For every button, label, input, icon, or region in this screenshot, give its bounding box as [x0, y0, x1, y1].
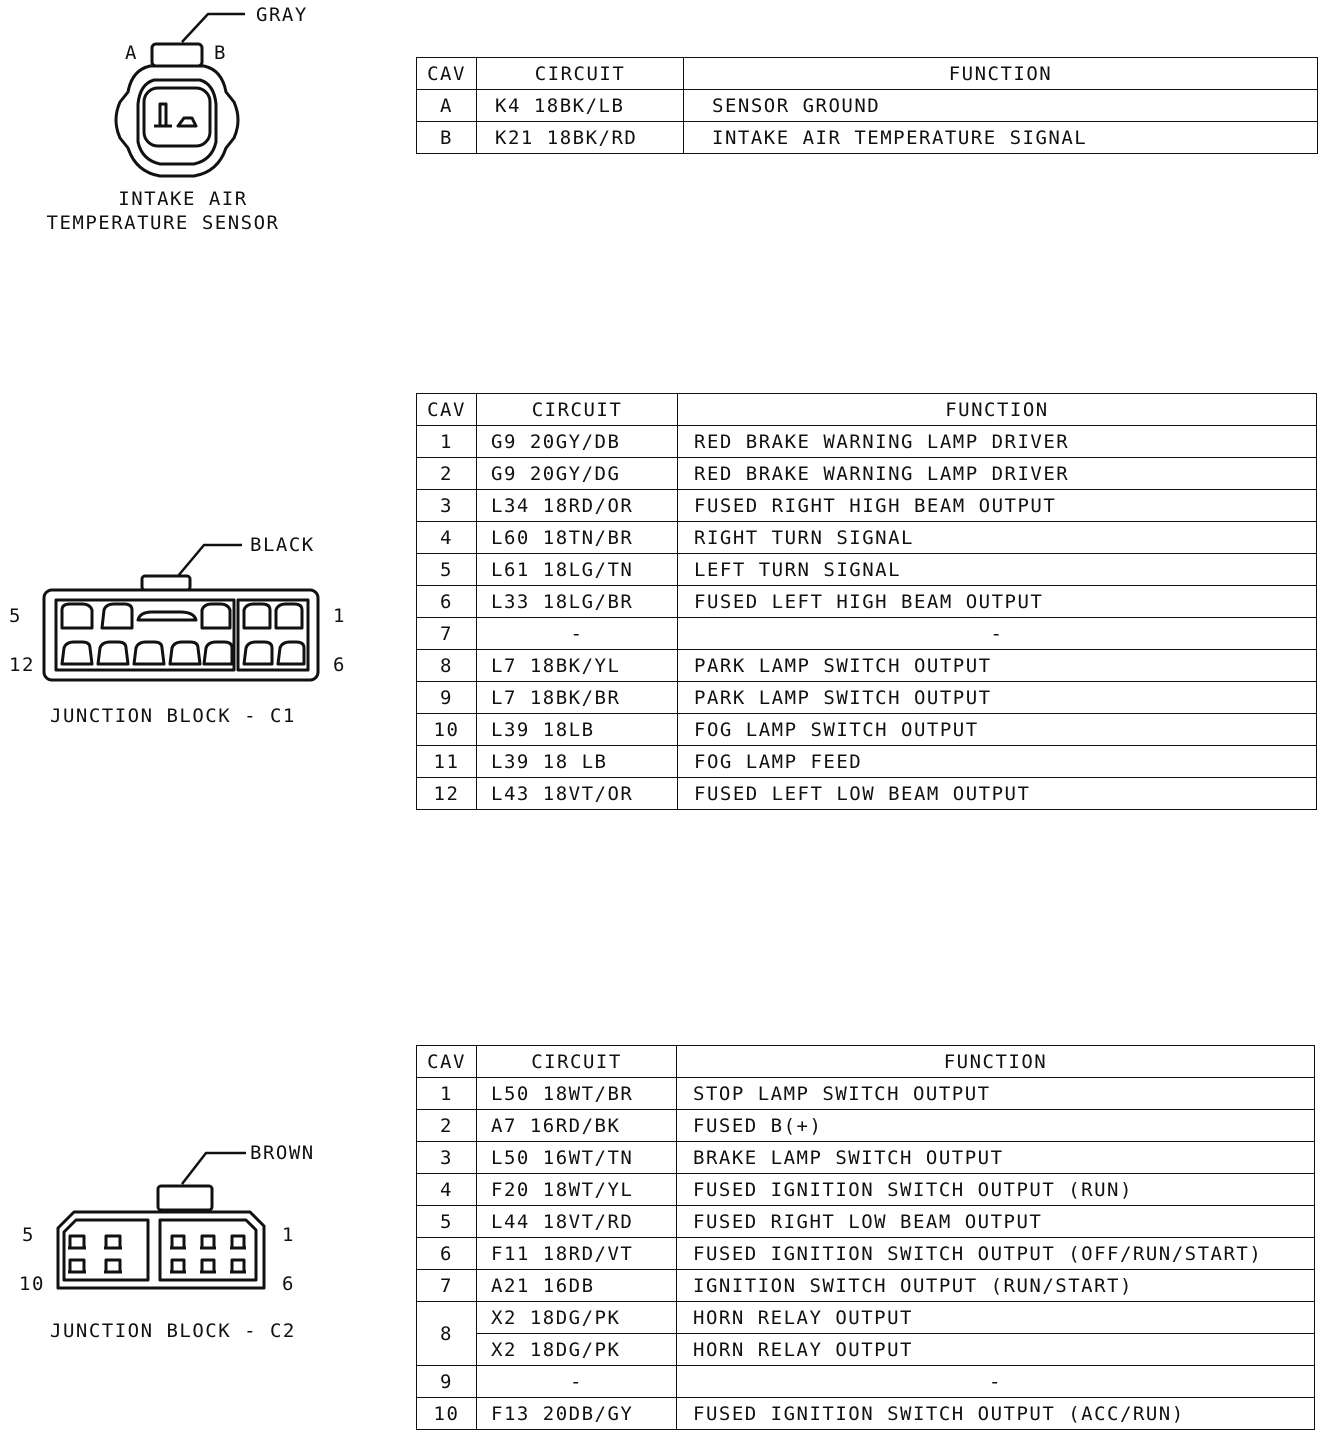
cav-cell: 8 [417, 650, 477, 682]
c1-connector-drawing [40, 536, 330, 686]
cav-cell: 9 [417, 1366, 477, 1398]
table-row [417, 682, 1317, 714]
c2-pin-label-bottom-right: 6 [282, 1273, 295, 1295]
function-cell: SENSOR GROUND [684, 90, 1318, 122]
cav-cell: 7 [417, 618, 477, 650]
circuit-cell: L43 18VT/OR [477, 778, 678, 810]
table-row [417, 458, 1317, 490]
function-cell: FUSED B(+) [677, 1110, 1315, 1142]
circuit-cell: L50 16WT/TN [477, 1142, 677, 1174]
c1-color-label: BLACK [250, 534, 315, 556]
table-row [417, 586, 1317, 618]
circuit-cell: A21 16DB [477, 1270, 677, 1302]
table-row [417, 122, 1318, 154]
cav-cell: 11 [417, 746, 477, 778]
table-row [417, 490, 1317, 522]
table-row [417, 426, 1317, 458]
function-header: FUNCTION [678, 394, 1317, 426]
circuit-cell: L60 18TN/BR [477, 522, 678, 554]
table-row [417, 522, 1317, 554]
function-header: FUNCTION [677, 1046, 1315, 1078]
circuit-cell: L39 18LB [477, 714, 678, 746]
circuit-cell: K21 18BK/RD [477, 122, 684, 154]
circuit-header: CIRCUIT [477, 1046, 677, 1078]
cav-header: CAV [417, 1046, 477, 1078]
cav-cell: 4 [417, 1174, 477, 1206]
circuit-cell: L7 18BK/YL [477, 650, 678, 682]
cav-cell: 4 [417, 522, 477, 554]
cav-cell: B [417, 122, 477, 154]
cav-cell: 7 [417, 1270, 477, 1302]
c1-name-label: JUNCTION BLOCK - C1 [50, 705, 296, 727]
c2-color-label: BROWN [250, 1142, 315, 1164]
iat-pin-label-a: A [125, 42, 138, 64]
function-cell: FUSED LEFT LOW BEAM OUTPUT [678, 778, 1317, 810]
function-cell: INTAKE AIR TEMPERATURE SIGNAL [684, 122, 1318, 154]
circuit-cell: L50 18WT/BR [477, 1078, 677, 1110]
table-row [417, 1238, 1315, 1270]
cav-cell: 8 [417, 1302, 477, 1366]
table-row [417, 1398, 1315, 1430]
circuit-cell: X2 18DG/PK [477, 1302, 677, 1334]
table-row [417, 1142, 1315, 1174]
iat-connector-drawing [110, 0, 310, 190]
table-header-row [417, 394, 1317, 426]
table-row [417, 778, 1317, 810]
table-row [417, 618, 1317, 650]
circuit-cell: L44 18VT/RD [477, 1206, 677, 1238]
circuit-cell: F13 20DB/GY [477, 1398, 677, 1430]
function-cell: - [678, 618, 1317, 650]
function-cell: FUSED IGNITION SWITCH OUTPUT (RUN) [677, 1174, 1315, 1206]
table-row [417, 1302, 1315, 1334]
cav-cell: 5 [417, 554, 477, 586]
function-cell: LEFT TURN SIGNAL [678, 554, 1317, 586]
cav-cell: 9 [417, 682, 477, 714]
iat-name-line2: TEMPERATURE SENSOR [46, 212, 280, 234]
function-cell: HORN RELAY OUTPUT [677, 1302, 1315, 1334]
circuit-cell: L7 18BK/BR [477, 682, 678, 714]
table-row [417, 554, 1317, 586]
circuit-cell: - [477, 618, 678, 650]
cav-cell: 12 [417, 778, 477, 810]
function-cell: RED BRAKE WARNING LAMP DRIVER [678, 458, 1317, 490]
c2-pinout-table [416, 1045, 1315, 1430]
table-row [417, 746, 1317, 778]
function-header: FUNCTION [684, 58, 1318, 90]
cav-cell: A [417, 90, 477, 122]
table-header-row [417, 1046, 1315, 1078]
cav-header: CAV [417, 394, 477, 426]
function-cell: FUSED IGNITION SWITCH OUTPUT (ACC/RUN) [677, 1398, 1315, 1430]
cav-cell: 2 [417, 1110, 477, 1142]
c2-name-label: JUNCTION BLOCK - C2 [50, 1320, 296, 1342]
circuit-header: CIRCUIT [477, 394, 678, 426]
cav-cell: 1 [417, 426, 477, 458]
cav-cell: 6 [417, 586, 477, 618]
function-cell: - [677, 1366, 1315, 1398]
c1-pin-label-top-left: 5 [9, 605, 22, 627]
iat-color-label: GRAY [256, 4, 308, 26]
circuit-cell: L34 18RD/OR [477, 490, 678, 522]
circuit-cell: F11 18RD/VT [477, 1238, 677, 1270]
table-row [417, 714, 1317, 746]
table-header-row [417, 58, 1318, 90]
cav-header: CAV [417, 58, 477, 90]
circuit-cell: K4 18BK/LB [477, 90, 684, 122]
table-row [417, 1174, 1315, 1206]
function-cell: PARK LAMP SWITCH OUTPUT [678, 682, 1317, 714]
table-row [417, 1334, 1315, 1366]
table-row [417, 1078, 1315, 1110]
circuit-cell: - [477, 1366, 677, 1398]
circuit-cell: L61 18LG/TN [477, 554, 678, 586]
function-cell: FUSED RIGHT LOW BEAM OUTPUT [677, 1206, 1315, 1238]
c1-pin-label-bottom-right: 6 [333, 654, 346, 676]
c2-pin-label-top-left: 5 [22, 1224, 35, 1246]
function-cell: FUSED LEFT HIGH BEAM OUTPUT [678, 586, 1317, 618]
c1-pin-label-top-right: 1 [333, 605, 346, 627]
table-row [417, 650, 1317, 682]
cav-cell: 3 [417, 490, 477, 522]
iat-pinout-table [416, 57, 1318, 154]
function-cell: IGNITION SWITCH OUTPUT (RUN/START) [677, 1270, 1315, 1302]
function-cell: RED BRAKE WARNING LAMP DRIVER [678, 426, 1317, 458]
table-row [417, 1366, 1315, 1398]
function-cell: HORN RELAY OUTPUT [677, 1334, 1315, 1366]
cav-cell: 2 [417, 458, 477, 490]
c2-pin-label-bottom-left: 10 [19, 1273, 45, 1295]
function-cell: PARK LAMP SWITCH OUTPUT [678, 650, 1317, 682]
circuit-cell: F20 18WT/YL [477, 1174, 677, 1206]
function-cell: RIGHT TURN SIGNAL [678, 522, 1317, 554]
function-cell: BRAKE LAMP SWITCH OUTPUT [677, 1142, 1315, 1174]
function-cell: FOG LAMP SWITCH OUTPUT [678, 714, 1317, 746]
circuit-cell: G9 20GY/DG [477, 458, 678, 490]
table-row [417, 1270, 1315, 1302]
cav-cell: 5 [417, 1206, 477, 1238]
cav-cell: 6 [417, 1238, 477, 1270]
function-cell: FOG LAMP FEED [678, 746, 1317, 778]
c2-connector-drawing [50, 1140, 280, 1300]
c2-pin-label-top-right: 1 [282, 1224, 295, 1246]
circuit-cell: L39 18 LB [477, 746, 678, 778]
iat-pin-label-b: B [214, 42, 227, 64]
function-cell: STOP LAMP SWITCH OUTPUT [677, 1078, 1315, 1110]
circuit-cell: G9 20GY/DB [477, 426, 678, 458]
cav-cell: 3 [417, 1142, 477, 1174]
circuit-header: CIRCUIT [477, 58, 684, 90]
cav-cell: 1 [417, 1078, 477, 1110]
function-cell: FUSED RIGHT HIGH BEAM OUTPUT [678, 490, 1317, 522]
iat-name-line1: INTAKE AIR [118, 188, 248, 210]
cav-cell: 10 [417, 714, 477, 746]
c1-pin-label-bottom-left: 12 [9, 654, 35, 676]
table-row [417, 1206, 1315, 1238]
c1-pinout-table [416, 393, 1317, 810]
table-row [417, 1110, 1315, 1142]
circuit-cell: L33 18LG/BR [477, 586, 678, 618]
cav-cell: 10 [417, 1398, 477, 1430]
circuit-cell: A7 16RD/BK [477, 1110, 677, 1142]
table-row [417, 90, 1318, 122]
circuit-cell: X2 18DG/PK [477, 1334, 677, 1366]
function-cell: FUSED IGNITION SWITCH OUTPUT (OFF/RUN/START) [677, 1238, 1315, 1270]
